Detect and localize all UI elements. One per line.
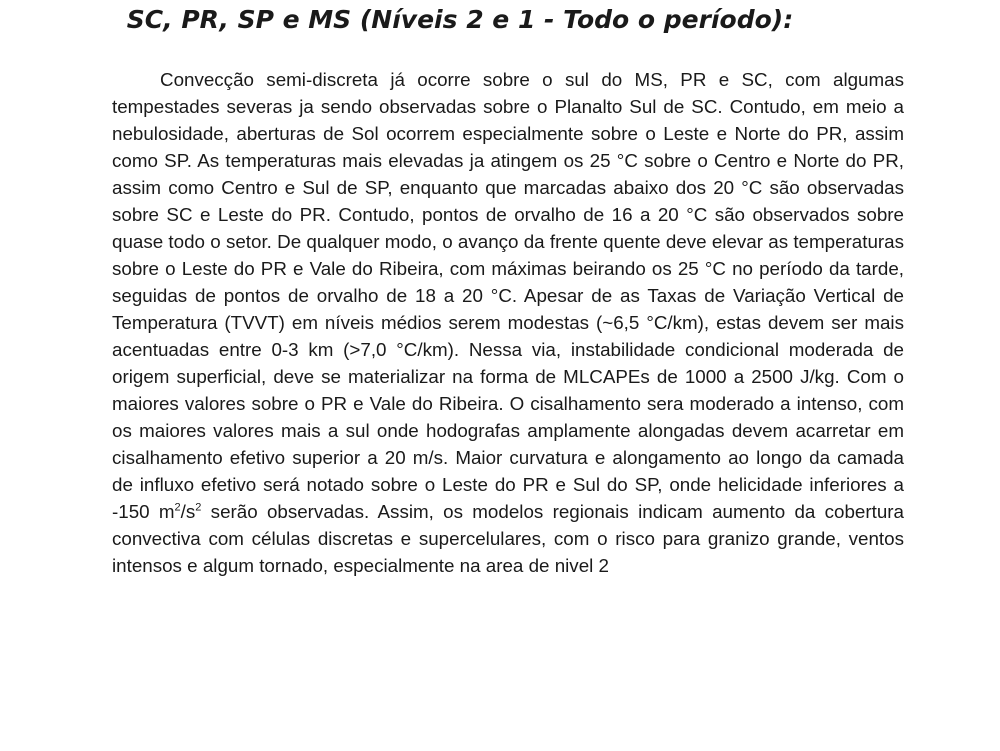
paragraph-text-part3: serão observadas. Assim, os modelos regionais indicam aumento da cobertura convectiva com células discretas e supercelulares, com o risco para granizo grande, ventos intensos e algum tornado, especialmente na area de nivel 2 [112,501,904,576]
superscript-squared-meters: 2 [174,501,181,514]
slide-title: SC, PR, SP e MS (Níveis 2 e 1 - Todo o período): [126,5,794,34]
superscript-squared-seconds: 2 [195,501,202,514]
paragraph-text-part2: /s [180,501,196,522]
paragraph-text-part1: Convecção semi-discreta já ocorre sobre o sul do MS, PR e SC, com algumas tempestades severas ja sendo observadas sobre o Planalto Sul de SC. Contudo, em meio a nebulosidade, aberturas de Sol ocorrem especialmente sobre o Leste e Norte do PR, assim como SP. As temperaturas mais elevadas ja atingem os 25 °C sobre o Centro e Norte do PR, assim como Centro e Sul de SP, enquanto que marcadas abaixo dos 20 °C são observadas sobre SC e Leste do PR. Contudo, pontos de orvalho de 16 a 20 °C são observados sobre quase todo o setor. De qualquer modo, o avanço da frente quente deve elevar as temperaturas sobre o Leste do PR e Vale do Ribeira, com máximas beirando os 25 °C no período da tarde, seguidas de pontos de orvalho de 18 a 20 °C. Apesar de as Taxas de Variação Vertical de Temperatura (TVVT) em níveis médios serem modestas (~6,5 °C/km), estas devem ser mais acentuadas entre 0-3 km (>7,0 °C/km). Nessa via, instabilidade condicional moderada de origem superficial, deve se materializar na forma de MLCAPEs de 1000 a 2500 J/kg. Com o maiores valores sobre o PR e Vale do Ribeira. O cisalhamento sera moderado a intenso, com os maiores valores mais a sul onde hodografas amplamente alongadas devem acarretar em cisalhamento efetivo superior a 20 m/s. Maior curvatura e alongamento ao longo da camada de influxo efetivo será notado sobre o Leste do PR e Sul do SP, onde helicidade inferiores a -150 m [112,69,904,522]
body-paragraph [112,66,904,579]
